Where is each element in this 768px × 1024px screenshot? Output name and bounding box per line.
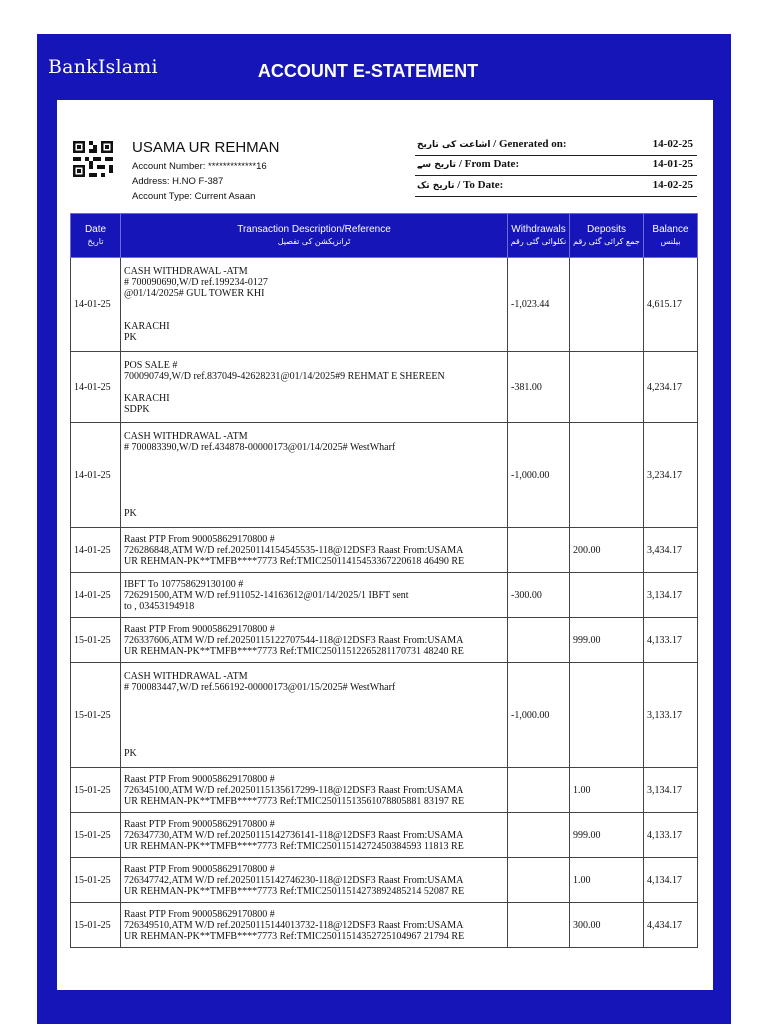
description-line: # 700083390,W/D ref.434878-00000173@01/14/2025# WestWharf [124,442,396,453]
row-deposit: 300.00 [570,903,644,948]
generated-on-row [415,136,697,156]
row-description [121,528,508,573]
description-line [124,299,504,310]
col-withdrawals: Withdrawals نکلوائی گئی رقم [508,214,570,258]
row-date: 15-01-25 [71,903,121,948]
row-balance: 3,134.17 [644,573,698,618]
to-date-value: 14-02-25 [652,179,693,191]
row-withdrawal: -1,023.44 [508,258,570,352]
from-date-urdu: تاریخ سے [417,160,457,170]
description-line: 726347730,ATM W/D ref.20250115142736141-118@12DSF3 Raast From:USAMA [124,829,464,841]
row-description [121,903,508,948]
row-deposit [570,573,644,618]
account-address: Address: H.NO F-387 [132,176,224,187]
description-line [124,726,504,737]
page-title: ACCOUNT E-STATEMENT [257,61,479,81]
table-row [71,858,698,903]
row-withdrawal [508,813,570,858]
description-line: 726349510,ATM W/D ref.20250115144013732-118@12DSF3 Raast From:USAMA [124,919,464,931]
row-balance: 3,234.17 [644,423,698,528]
row-deposit: 999.00 [570,813,644,858]
row-withdrawal [508,903,570,948]
row-deposit: 1.00 [570,858,644,903]
col-balance: Balance بیلنس [644,214,698,258]
col-description: Transaction Description/Reference ٹرانزیکشن کی تفصیل [121,214,508,258]
row-balance: 4,133.17 [644,813,698,858]
description-line [124,453,504,464]
row-date: 14-01-25 [71,352,121,423]
description-line: CASH WITHDRAWAL -ATM [124,671,248,682]
table-row [71,258,698,352]
description-line: Raast PTP From 900058629170800 # [124,773,275,785]
to-date-row [415,177,697,197]
row-deposit: 1.00 [570,768,644,813]
description-line [124,486,504,497]
transactions-body [71,258,698,948]
row-date: 15-01-25 [71,618,121,663]
row-date: 15-01-25 [71,768,121,813]
row-description [121,768,508,813]
table-row [71,663,698,768]
description-line [124,693,504,704]
generated-on-value: 14-02-25 [652,138,693,150]
row-date: 14-01-25 [71,423,121,528]
generated-on-urdu: اشاعت کی تاریخ [417,140,491,150]
description-line: @01/14/2025# GUL TOWER KHI [124,288,265,299]
row-description [121,352,508,423]
qr-code-icon [73,141,113,177]
row-withdrawal [508,768,570,813]
row-deposit: 999.00 [570,618,644,663]
description-line: SDPK [124,403,150,415]
row-date: 14-01-25 [71,573,121,618]
description-line: PK [124,508,137,519]
account-number: Account Number: *************16 [132,161,267,172]
row-description [121,423,508,528]
row-withdrawal [508,858,570,903]
from-date-label: / From Date: [456,158,520,170]
row-withdrawal [508,528,570,573]
row-withdrawal: -300.00 [508,573,570,618]
description-line: 726345100,ATM W/D ref.20250115135617299-118@12DSF3 Raast From:USAMA [124,784,464,796]
description-line [124,310,504,321]
description-line: 726337606,ATM W/D ref.20250115122707544-118@12DSF3 Raast From:USAMA [124,634,464,646]
description-line: Raast PTP From 900058629170800 # [124,863,275,875]
table-row [71,618,698,663]
description-line: UR REHMAN-PK**TMFB****7773 Ref:TMIC25011512265281170731 48240 RE [124,645,464,657]
description-line: to , 03453194918 [124,600,195,612]
table-header-row [71,214,698,258]
description-line: Raast PTP From 900058629170800 # [124,818,275,830]
description-line [124,497,504,508]
row-description [121,663,508,768]
row-description [121,858,508,903]
row-withdrawal: -381.00 [508,352,570,423]
transactions-table [70,213,698,948]
row-description [121,813,508,858]
description-line: 700090749,W/D ref.837049-42628231@01/14/2025#9 REHMAT E SHEREEN [124,370,445,382]
row-date: 15-01-25 [71,858,121,903]
description-line: # 700090690,W/D ref.199234-0127 [124,277,268,288]
description-line: KARACHI [124,321,170,332]
row-balance: 3,434.17 [644,528,698,573]
row-balance: 4,133.17 [644,618,698,663]
description-line [124,382,504,393]
row-description [121,618,508,663]
row-balance: 4,434.17 [644,903,698,948]
row-deposit [570,663,644,768]
to-date-label: / To Date: [454,179,504,191]
description-line: IBFT To 107758629130100 # [124,578,244,590]
account-holder-name: USAMA UR REHMAN [132,139,280,156]
account-type: Account Type: Current Asaan [132,191,256,202]
from-date-value: 14-01-25 [652,158,693,170]
row-deposit: 200.00 [570,528,644,573]
description-line: CASH WITHDRAWAL -ATM [124,431,248,442]
row-date: 15-01-25 [71,813,121,858]
row-description [121,258,508,352]
col-deposits: Deposits جمع کرائی گئی رقم [570,214,644,258]
description-line: UR REHMAN-PK**TMFB****7773 Ref:TMIC25011514273892485214 52087 RE [124,885,465,897]
row-deposit [570,258,644,352]
description-line: UR REHMAN-PK**TMFB****7773 Ref:TMIC25011415453367220618 46490 RE [124,555,465,567]
table-row [71,423,698,528]
description-line [124,464,504,475]
description-line: UR REHMAN-PK**TMFB****7773 Ref:TMIC25011513561078805881 83197 RE [124,795,465,807]
row-balance: 4,134.17 [644,858,698,903]
row-date: 14-01-25 [71,528,121,573]
description-line: PK [124,748,137,759]
description-line: Raast PTP From 900058629170800 # [124,623,275,635]
table-row [71,573,698,618]
row-balance: 4,615.17 [644,258,698,352]
description-line: UR REHMAN-PK**TMFB****7773 Ref:TMIC25011514272450384593 11813 RE [124,840,464,852]
row-deposit [570,352,644,423]
row-description [121,573,508,618]
bank-logo: BankIslami [48,56,158,78]
row-withdrawal: -1,000.00 [508,423,570,528]
row-balance: 3,133.17 [644,663,698,768]
to-date-urdu: تاریخ تک [417,181,455,191]
description-line: KARACHI [124,392,170,404]
generated-on-label: / Generated on: [490,138,567,150]
table-row [71,528,698,573]
table-row [71,768,698,813]
col-date: Date تاریخ [71,214,121,258]
description-line: # 700083447,W/D ref.566192-00000173@01/15/2025# WestWharf [124,682,396,693]
row-balance: 3,134.17 [644,768,698,813]
row-date: 14-01-25 [71,258,121,352]
description-line [124,704,504,715]
table-row [71,903,698,948]
description-line: 726291500,ATM W/D ref.911052-14163612@01/14/2025/1 IBFT sent [124,589,409,601]
row-date: 15-01-25 [71,663,121,768]
description-line: Raast PTP From 900058629170800 # [124,908,275,920]
description-line: Raast PTP From 900058629170800 # [124,533,275,545]
description-line: UR REHMAN-PK**TMFB****7773 Ref:TMIC25011514352725104967 21794 RE [124,930,465,942]
description-line: CASH WITHDRAWAL -ATM [124,266,248,277]
description-line [124,475,504,486]
description-line: POS SALE # [124,359,178,371]
row-balance: 4,234.17 [644,352,698,423]
table-row [71,352,698,423]
description-line [124,737,504,748]
row-deposit [570,423,644,528]
description-line [124,715,504,726]
description-line: 726286848,ATM W/D ref.20250114154545535-118@12DSF3 Raast From:USAMA [124,544,464,556]
from-date-row [415,156,697,176]
row-withdrawal [508,618,570,663]
description-line: 726347742,ATM W/D ref.20250115142746230-118@12DSF3 Raast From:USAMA [124,874,464,886]
table-row [71,813,698,858]
row-withdrawal: -1,000.00 [508,663,570,768]
description-line: PK [124,332,137,343]
